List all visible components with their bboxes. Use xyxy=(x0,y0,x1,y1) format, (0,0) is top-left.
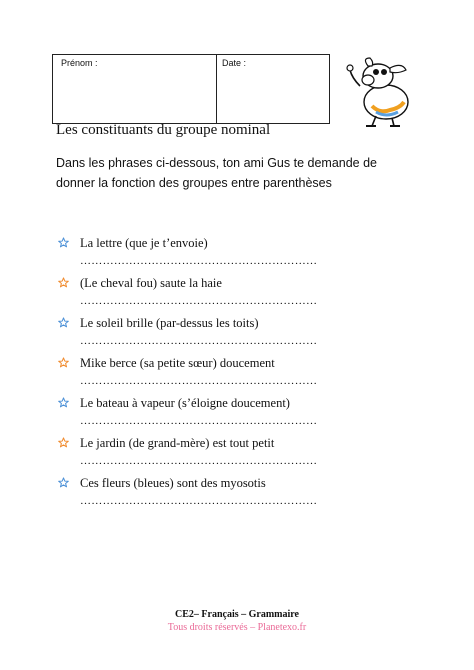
star-bullet-icon xyxy=(58,437,69,448)
prenom-label: Prénom : xyxy=(61,58,98,68)
star-bullet-icon xyxy=(58,397,69,408)
footer-copyright: Tous droits réservés – Planetexo.fr xyxy=(167,622,307,633)
star-bullet-icon xyxy=(58,277,69,288)
gus-sheep-mascot-icon xyxy=(346,52,414,128)
star-bullet-icon xyxy=(58,357,69,368)
star-bullet-icon xyxy=(58,477,69,488)
star-bullet-icon xyxy=(58,237,69,248)
exercise-sentence: Le bateau à vapeur (s’éloigne doucement) xyxy=(80,396,290,410)
exercise-sentence: Mike berce (sa petite sœur) doucement xyxy=(80,356,275,370)
answer-line[interactable]: ……………………………………………………… xyxy=(80,335,318,347)
answer-line[interactable]: ……………………………………………………… xyxy=(80,495,318,507)
prenom-cell[interactable] xyxy=(53,55,217,123)
answer-line[interactable]: ……………………………………………………… xyxy=(80,375,318,387)
answer-line[interactable]: ……………………………………………………… xyxy=(80,255,318,267)
answer-line[interactable]: ……………………………………………………… xyxy=(80,415,318,427)
exercise-sentence: Le soleil brille (par-dessus les toits) xyxy=(80,316,259,330)
answer-line[interactable]: ……………………………………………………… xyxy=(80,455,318,467)
date-cell[interactable] xyxy=(217,55,329,123)
date-label: Date : xyxy=(222,58,247,68)
exercise-sentence: La lettre (que je t’envoie) xyxy=(80,236,208,250)
name-date-box xyxy=(52,54,330,124)
exercise-sentence: Ces fleurs (bleues) sont des myosotis xyxy=(80,476,266,490)
star-bullet-icon xyxy=(58,317,69,328)
instructions-text: Dans les phrases ci-dessous, ton ami Gus te demande de donner la fonction des groupes entre parenthèses xyxy=(56,156,378,190)
exercise-sentence: Le jardin (de grand-mère) est tout petit xyxy=(80,436,275,450)
footer-subject: CE2– Français – Grammaire xyxy=(175,609,299,620)
exercise-sentence: (Le cheval fou) saute la haie xyxy=(80,276,222,290)
page-title: Les constituants du groupe nominal xyxy=(56,122,271,138)
answer-line[interactable]: ……………………………………………………… xyxy=(80,295,318,307)
